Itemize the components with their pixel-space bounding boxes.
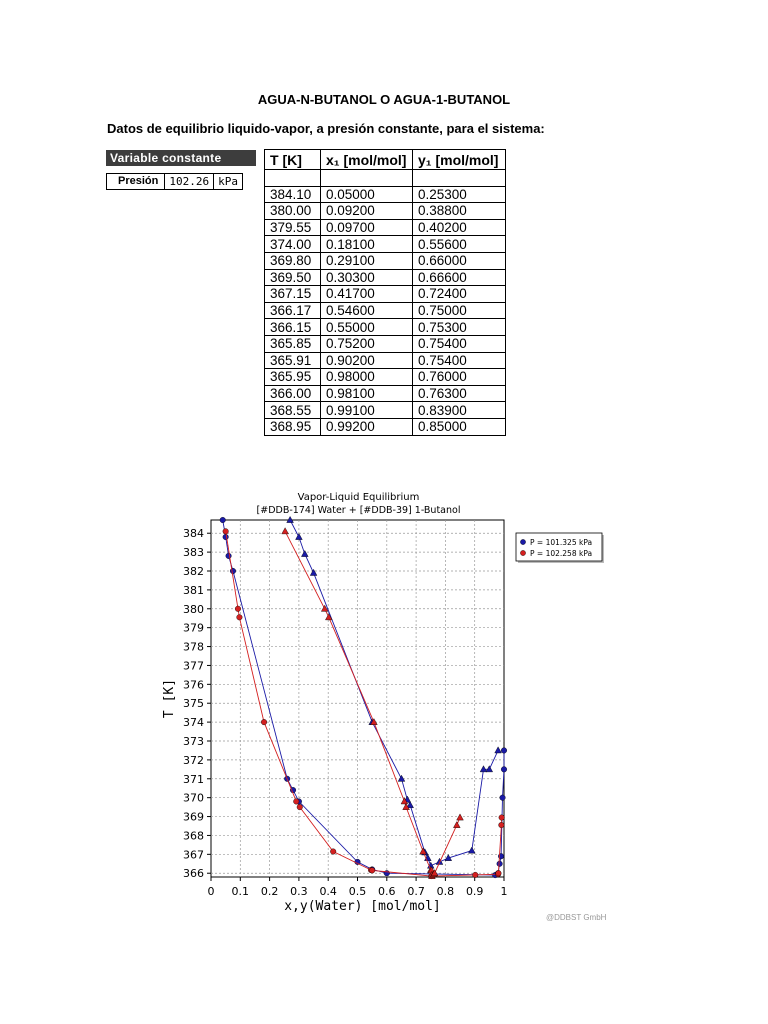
series-2-liquid-point: [237, 614, 243, 620]
x-tick-label: 0.7: [407, 885, 425, 898]
table-row: [265, 219, 506, 236]
col-header-t: T [K]: [265, 150, 321, 170]
y-axis-label: T [K]: [162, 678, 177, 719]
cell-y1: 0.75000: [413, 302, 506, 319]
x-axis-label: x,y(Water) [mol/mol]: [284, 899, 441, 914]
table-row: [265, 335, 506, 352]
pressure-table: [106, 173, 243, 190]
cell-y1: 0.83900: [413, 402, 506, 419]
cell-y1: 0.75400: [413, 352, 506, 369]
cell-y1: 0.66600: [413, 269, 506, 286]
cell-temperature: 365.85: [265, 335, 321, 352]
series-2-liquid-point: [472, 872, 478, 878]
series-2-liquid-point: [297, 804, 303, 810]
cell-temperature: 368.55: [265, 402, 321, 419]
y-tick-label: 377: [183, 659, 204, 673]
y-tick-label: 384: [183, 527, 204, 541]
series-1-liquid-point: [497, 861, 503, 867]
y-tick-label: 381: [183, 583, 204, 597]
y-tick-label: 366: [183, 867, 204, 881]
table-row: [265, 302, 506, 319]
cell-y1: 0.66000: [413, 252, 506, 269]
y-tick-label: 379: [183, 621, 204, 635]
y-tick-label: 371: [183, 772, 204, 786]
y-tick-label: 368: [183, 829, 204, 843]
document-title: AGUA-N-BUTANOL O AGUA-1-BUTANOL: [257, 92, 511, 107]
table-row: [265, 236, 506, 253]
y-tick-label: 374: [183, 716, 204, 730]
y-tick-label: 378: [183, 640, 204, 654]
empty-cell: [321, 170, 413, 187]
y-tick-label: 372: [183, 753, 204, 767]
cell-temperature: 366.00: [265, 385, 321, 402]
cell-x1: 0.98000: [321, 369, 413, 386]
x-tick-label: 0.2: [260, 885, 279, 898]
cell-y1: 0.76300: [413, 385, 506, 402]
x-tick-label: 0.8: [436, 885, 455, 898]
cell-x1: 0.54600: [321, 302, 413, 319]
series-2-liquid-point: [235, 606, 241, 612]
vle-data-table: [264, 149, 506, 436]
series-1-liquid-point: [230, 568, 236, 574]
table-row: [265, 252, 506, 269]
series-1-liquid-point: [501, 748, 507, 754]
cell-temperature: 379.55: [265, 219, 321, 236]
document-subtitle: Datos de equilibrio liquido-vapor, a presión constante, para el sistema:: [107, 121, 545, 136]
col-header-x1: x₁ [mol/mol]: [321, 150, 413, 170]
cell-x1: 0.99100: [321, 402, 413, 419]
cell-y1: 0.25300: [413, 186, 506, 203]
y-tick-label: 382: [183, 565, 204, 578]
table-row: [265, 203, 506, 220]
cell-y1: 0.38800: [413, 203, 506, 220]
x-tick-label: 0.9: [465, 885, 484, 898]
vle-chart: [150, 485, 620, 925]
cell-y1: 0.85000: [413, 418, 506, 435]
cell-x1: 0.30300: [321, 269, 413, 286]
cell-y1: 0.75400: [413, 335, 506, 352]
legend-label-1: P = 101.325 kPa: [530, 538, 593, 547]
x-tick-label: 0.1: [231, 885, 250, 898]
series-2-liquid-point: [496, 870, 502, 876]
series-1-liquid-point: [223, 534, 229, 540]
cell-x1: 0.29100: [321, 252, 413, 269]
cell-temperature: 374.00: [265, 236, 321, 253]
series-2-liquid-point: [499, 815, 505, 821]
y-tick-label: 380: [183, 602, 204, 616]
y-tick-label: 367: [183, 848, 204, 862]
series-2-liquid-point: [369, 868, 375, 874]
x-tick-label: 1: [500, 885, 508, 898]
pressure-value: 102.26: [165, 174, 214, 190]
cell-x1: 0.05000: [321, 186, 413, 203]
cell-y1: 0.40200: [413, 219, 506, 236]
cell-temperature: 369.80: [265, 252, 321, 269]
constant-variable-box: [106, 150, 256, 188]
y-tick-label: 376: [183, 678, 204, 692]
table-row: [265, 352, 506, 369]
cell-temperature: 365.91: [265, 352, 321, 369]
table-row: [265, 269, 506, 286]
cell-x1: 0.09200: [321, 203, 413, 220]
cell-x1: 0.18100: [321, 236, 413, 253]
y-tick-label: 375: [183, 697, 204, 711]
series-1-liquid-point: [220, 517, 226, 523]
series-2-liquid-point: [293, 799, 299, 805]
cell-y1: 0.55600: [413, 236, 506, 253]
cell-y1: 0.76000: [413, 369, 506, 386]
series-2-liquid-point: [499, 822, 505, 828]
table-row: [265, 319, 506, 336]
cell-temperature: 368.95: [265, 418, 321, 435]
table-row: [265, 369, 506, 386]
cell-y1: 0.75300: [413, 319, 506, 336]
y-tick-label: 373: [183, 735, 204, 748]
series-1-liquid-point: [501, 767, 507, 773]
cell-temperature: 384.10: [265, 186, 321, 203]
legend-marker-1: [520, 539, 525, 544]
cell-temperature: 380.00: [265, 203, 321, 220]
x-tick-label: 0: [207, 885, 215, 898]
cell-temperature: 367.15: [265, 286, 321, 303]
cell-x1: 0.55000: [321, 319, 413, 336]
pressure-unit: kPa: [214, 174, 243, 190]
cell-temperature: 369.50: [265, 269, 321, 286]
table-row: [265, 186, 506, 203]
cell-x1: 0.99200: [321, 418, 413, 435]
series-2-liquid-point: [223, 529, 229, 535]
y-tick-label: 370: [183, 791, 204, 805]
x-tick-label: 0.3: [290, 885, 308, 898]
series-2-liquid-point: [330, 849, 336, 855]
x-tick-label: 0.5: [348, 885, 367, 898]
cell-x1: 0.41700: [321, 286, 413, 303]
table-row: [265, 385, 506, 402]
x-tick-label: 0.6: [378, 885, 396, 898]
constant-variable-header: Variable constante: [106, 150, 256, 166]
col-header-y1: y₁ [mol/mol]: [413, 150, 506, 170]
cell-y1: 0.72400: [413, 286, 506, 303]
legend-marker-2: [520, 550, 525, 555]
empty-cell: [265, 170, 321, 187]
pressure-label: Presión: [107, 174, 165, 190]
table-row: [265, 418, 506, 435]
cell-x1: 0.98100: [321, 385, 413, 402]
table-row: [265, 286, 506, 303]
empty-cell: [413, 170, 506, 187]
y-tick-label: 383: [183, 546, 204, 560]
ddbst-credit: @DDBST GmbH: [546, 913, 607, 922]
cell-x1: 0.90200: [321, 352, 413, 369]
cell-temperature: 366.17: [265, 302, 321, 319]
series-2-liquid-point: [261, 719, 267, 725]
table-row: [265, 402, 506, 419]
x-tick-label: 0.4: [319, 885, 337, 898]
series-1-liquid-point: [500, 795, 506, 801]
cell-temperature: 365.95: [265, 369, 321, 386]
chart-subtitle: [#DDB-174] Water + [#DDB-39] 1-Butanol: [256, 505, 461, 516]
cell-temperature: 366.15: [265, 319, 321, 336]
cell-x1: 0.09700: [321, 219, 413, 236]
legend-label-2: P = 102.258 kPa: [530, 549, 593, 558]
chart-title: Vapor-Liquid Equilibrium: [297, 492, 420, 503]
y-tick-label: 369: [183, 810, 204, 824]
cell-x1: 0.75200: [321, 335, 413, 352]
series-1-liquid-point: [226, 553, 232, 559]
